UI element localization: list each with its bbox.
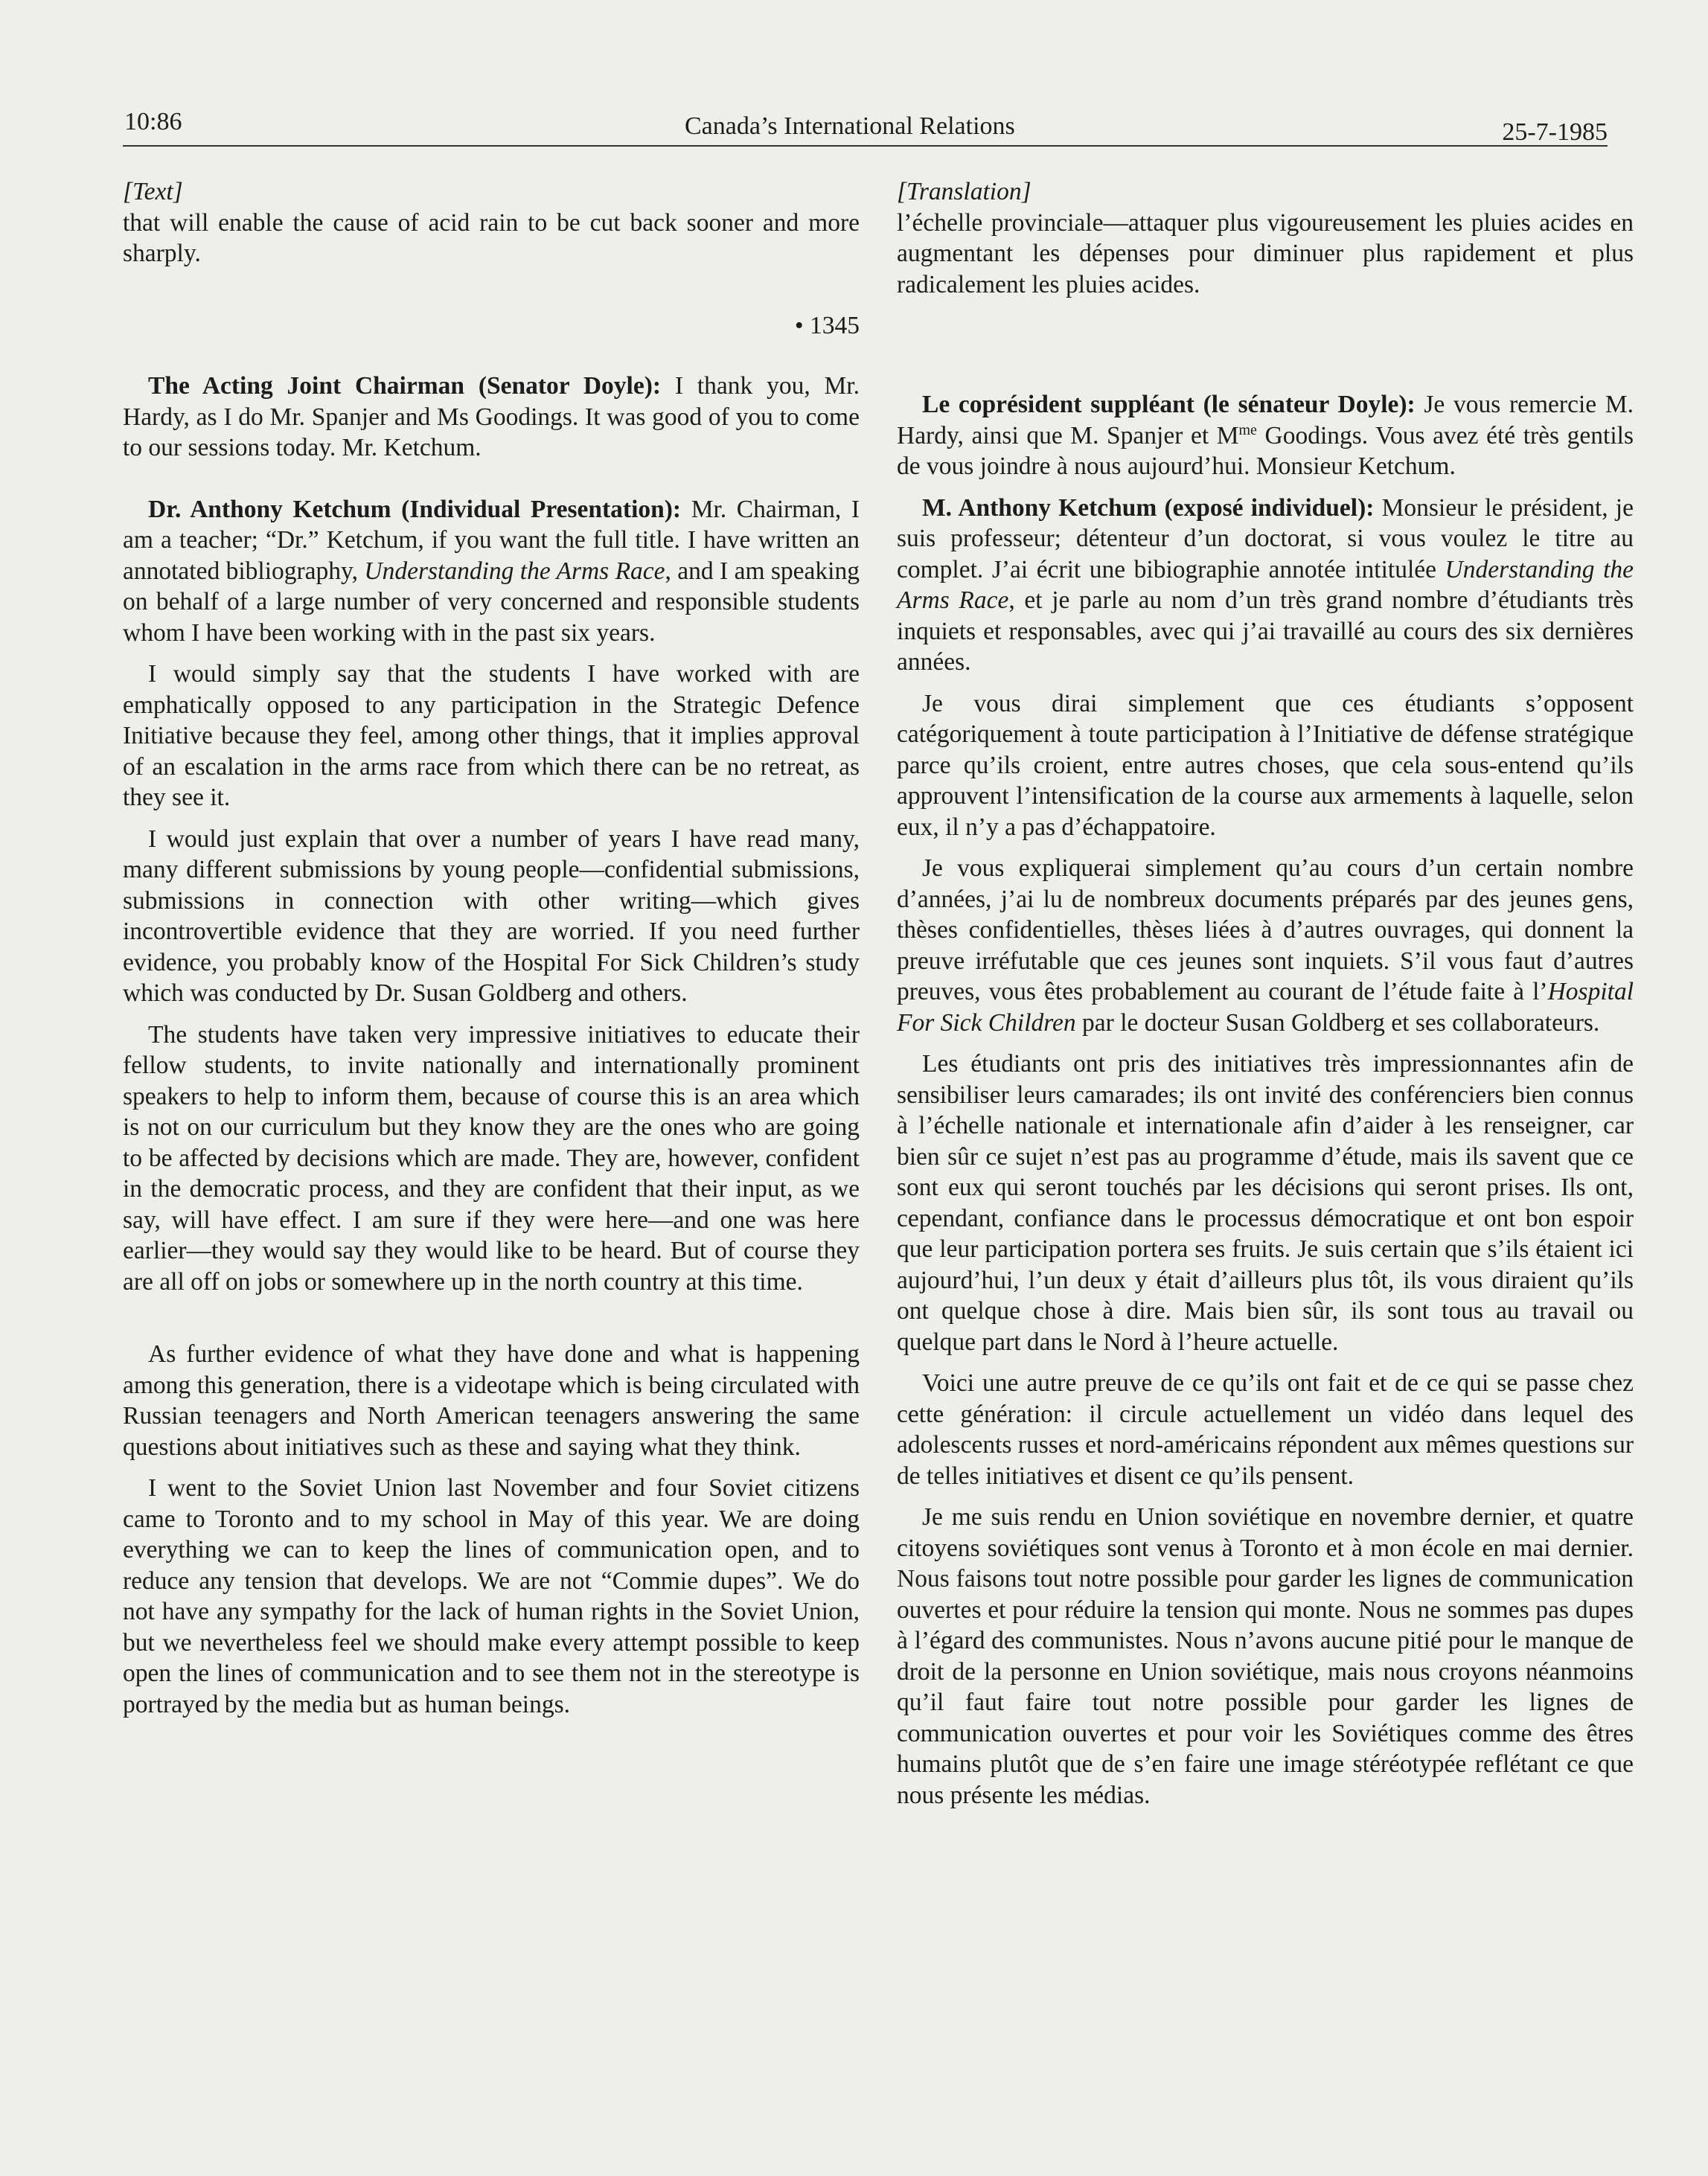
- book-title: Understanding the Arms Race: [897, 555, 1634, 614]
- paragraph: that will enable the cause of acid rain to be cut back sooner and more sharply.: [123, 208, 860, 267]
- paragraph: I went to the Soviet Union last November and four Soviet citizens came to Toronto and to my school in May of this year. We are doing everything we can to keep the lines of communication open, and to reduce any tension that develops. We are not “Commie dupes”. We do not have any sympathy for the lack of human rights in the Soviet Union, but we nevertheless feel we should make every attempt possible to keep open the lines of communication and to see them not in the stereotype is portrayed by the media but as human beings.: [123, 1474, 860, 1718]
- english-column: [123, 176, 860, 1720]
- page-number: 10:86: [124, 108, 182, 135]
- speech-text: I thank you, Mr. Hardy, as I do Mr. Spanjer and Ms Goodings. It was good of you to come to our sessions today. Mr. Ketchum.: [123, 372, 860, 461]
- text-label: [Text]: [123, 178, 183, 205]
- french-column: [897, 176, 1634, 1811]
- superscript: me: [1238, 421, 1257, 438]
- translation-label: [Translation]: [897, 178, 1031, 205]
- speech-text: Je vous remercie M. Hardy, ainsi que M. Spanjer et M: [897, 391, 1634, 449]
- speech-text: Monsieur le président, je suis professeur; détenteur d’un doctorat, si vous voulez le titre au complet. J’ai écrit une bibiographie annotée intitulée: [897, 493, 1634, 583]
- speech-text: , and I am speaking on behalf of a large number of very concerned and responsible students whom I have been working with in the past six years.: [123, 557, 860, 647]
- time-marker: • 1345: [794, 311, 860, 339]
- speech-text: Mr. Chairman, I am a teacher; “Dr.” Ketchum, if you want the full title. I have written an annotated bibliography,: [123, 495, 860, 585]
- paragraph-chairman: [123, 371, 860, 464]
- speech-text: Je vous expliquerai simplement qu’au cours d’un certain nombre d’années, j’ai lu de nombreux documents préparés par des jeunes gens, thèses confidentielles, thèses liées à d’autres ouvrages, qui donnent la preuve irréfutable que ces jeunes sont inquiets. S’il vous faut d’autres preuves, vous êtes probablement au courant de l’étude faite à l’: [897, 854, 1634, 1005]
- speech-text: , et je parle au nom d’un très grand nombre d’étudiants très inquiets et responsables, avec qui j’ai travaillé au cours des six dernières années.: [897, 586, 1634, 676]
- speaker-name: Le coprésident suppléant (le sénateur Doyle):: [922, 391, 1416, 418]
- paragraph: Je me suis rendu en Union soviétique en novembre dernier, et quatre citoyens soviétiques sont venus à Toronto et à mon école en mai dernier. Nous faisons tout notre possible pour garder les lignes de communication ouvertes et pour réduire la tension qui monte. Nous ne sommes pas dupes à l’égard des communistes. Nous n’avons aucune pitié pour le manque de droit de la personne en Union soviétique, mais nous croyons néanmoins qu’il faut faire tout notre possible pour garder les lignes de communication ouvertes et pour voir les Soviétiques comme des êtres humains plutôt que de s’en faire une image stéréotypée reflétant ce que nous présente les médias.: [897, 1503, 1634, 1809]
- speaker-name: M. Anthony Ketchum (exposé individuel):: [922, 493, 1375, 522]
- page-header: [123, 108, 1608, 147]
- publication-date: 25-7-1985: [1502, 118, 1608, 146]
- speech-text: par le docteur Susan Goldberg et ses collaborateurs.: [1075, 1008, 1600, 1037]
- institution-name: Hospital For Sick Children: [897, 978, 1634, 1037]
- paragraph: The students have taken very impressive initiatives to educate their fellow students, to invite nationally and internationally prominent speakers to help to inform them, because of course this is an area which is not on our curriculum but they know they are the ones who are going to be affected by decisions which are made. They are, however, confident in the democratic process, and they are confident that their input, as we say, will have effect. I am sure if they were here—and one was here earlier—they would say they would like to be heard. But of course they are all off on jobs or somewhere up in the north country at this time.: [123, 1020, 860, 1296]
- paragraph: [897, 853, 1634, 1038]
- paragraph: As further evidence of what they have done and what is happening among this generation, there is a videotape which is being circulated with Russian teenagers and North American teenagers answering the same questions about initiatives such as these and saying what they think.: [123, 1340, 860, 1461]
- paragraph: Je vous dirai simplement que ces étudiants s’opposent catégoriquement à toute participation à l’Initiative de défense stratégique parce qu’ils croient, entre autres choses, que cela sous-entend qu’ils approuvent l’intensification de la course aux armements à laquelle, selon eux, il n’y a pas d’échappatoire.: [897, 689, 1634, 841]
- paragraph: Voici une autre preuve de ce qu’ils ont fait et de ce qui se passe chez cette génération: il circule actuellement un vidéo dans lequel des adolescents russes et nord-américains répondent aux mêmes questions sur de telles initiatives et disent ce qu’ils pensent.: [897, 1369, 1634, 1490]
- paragraph: l’échelle provinciale—attaquer plus vigoureusement les pluies acides en augmentant les dépenses pour diminuer plus rapidement et plus radicalement les pluies acides.: [897, 208, 1634, 298]
- book-title: Understanding the Arms Race: [364, 557, 665, 585]
- speech-text: Goodings. Vous avez été très gentils de vous joindre à nous aujourd’hui. Monsieur Ketchum.: [897, 421, 1634, 480]
- speaker-name: The Acting Joint Chairman (Senator Doyle):: [148, 372, 662, 400]
- paragraph-chairman: [897, 389, 1634, 482]
- speaker-name: Dr. Anthony Ketchum (Individual Presentation):: [148, 495, 682, 523]
- paragraph: I would simply say that the students I have worked with are emphatically opposed to any participation in the Strategic Defence Initiative because they feel, among other things, that it implies approval of an escalation in the arms race from which there can be no retreat, as they see it.: [123, 660, 860, 811]
- paragraph-ketchum: [123, 494, 860, 649]
- paragraph-ketchum: [897, 493, 1634, 678]
- publication-title: Canada’s International Relations: [685, 112, 1015, 140]
- paragraph: Les étudiants ont pris des initiatives très impressionnantes afin de sensibiliser leurs camarades; ils ont invité des conférenciers bien connus à l’échelle nationale et internationale afin d’aider à les renseigner, car bien sûr ce sujet n’est pas au programme d’étude, mais ils savent que ce sont eux qui seront touchés par les décisions qui seront prises. Ils ont, cependant, confiance dans le processus démocratique et ont bon espoir que leur participation portera ses fruits. Je suis certain que s’ils étaient ici aujourd’hui, l’un deux y était d’ailleurs plus tôt, ils vous diraient qu’ils ont quelque chose à dire. Mais bien sûr, ils sont tous au travail ou quelque part dans le Nord à l’heure actuelle.: [897, 1050, 1634, 1356]
- paragraph: I would just explain that over a number of years I have read many, many different submissions by young people—confidential submissions, submissions in connection with other writing—which gives incontrovertible evidence that they are worried. If you need further evidence, you probably know of the Hospital For Sick Children’s study which was conducted by Dr. Susan Goldberg and others.: [123, 825, 860, 1007]
